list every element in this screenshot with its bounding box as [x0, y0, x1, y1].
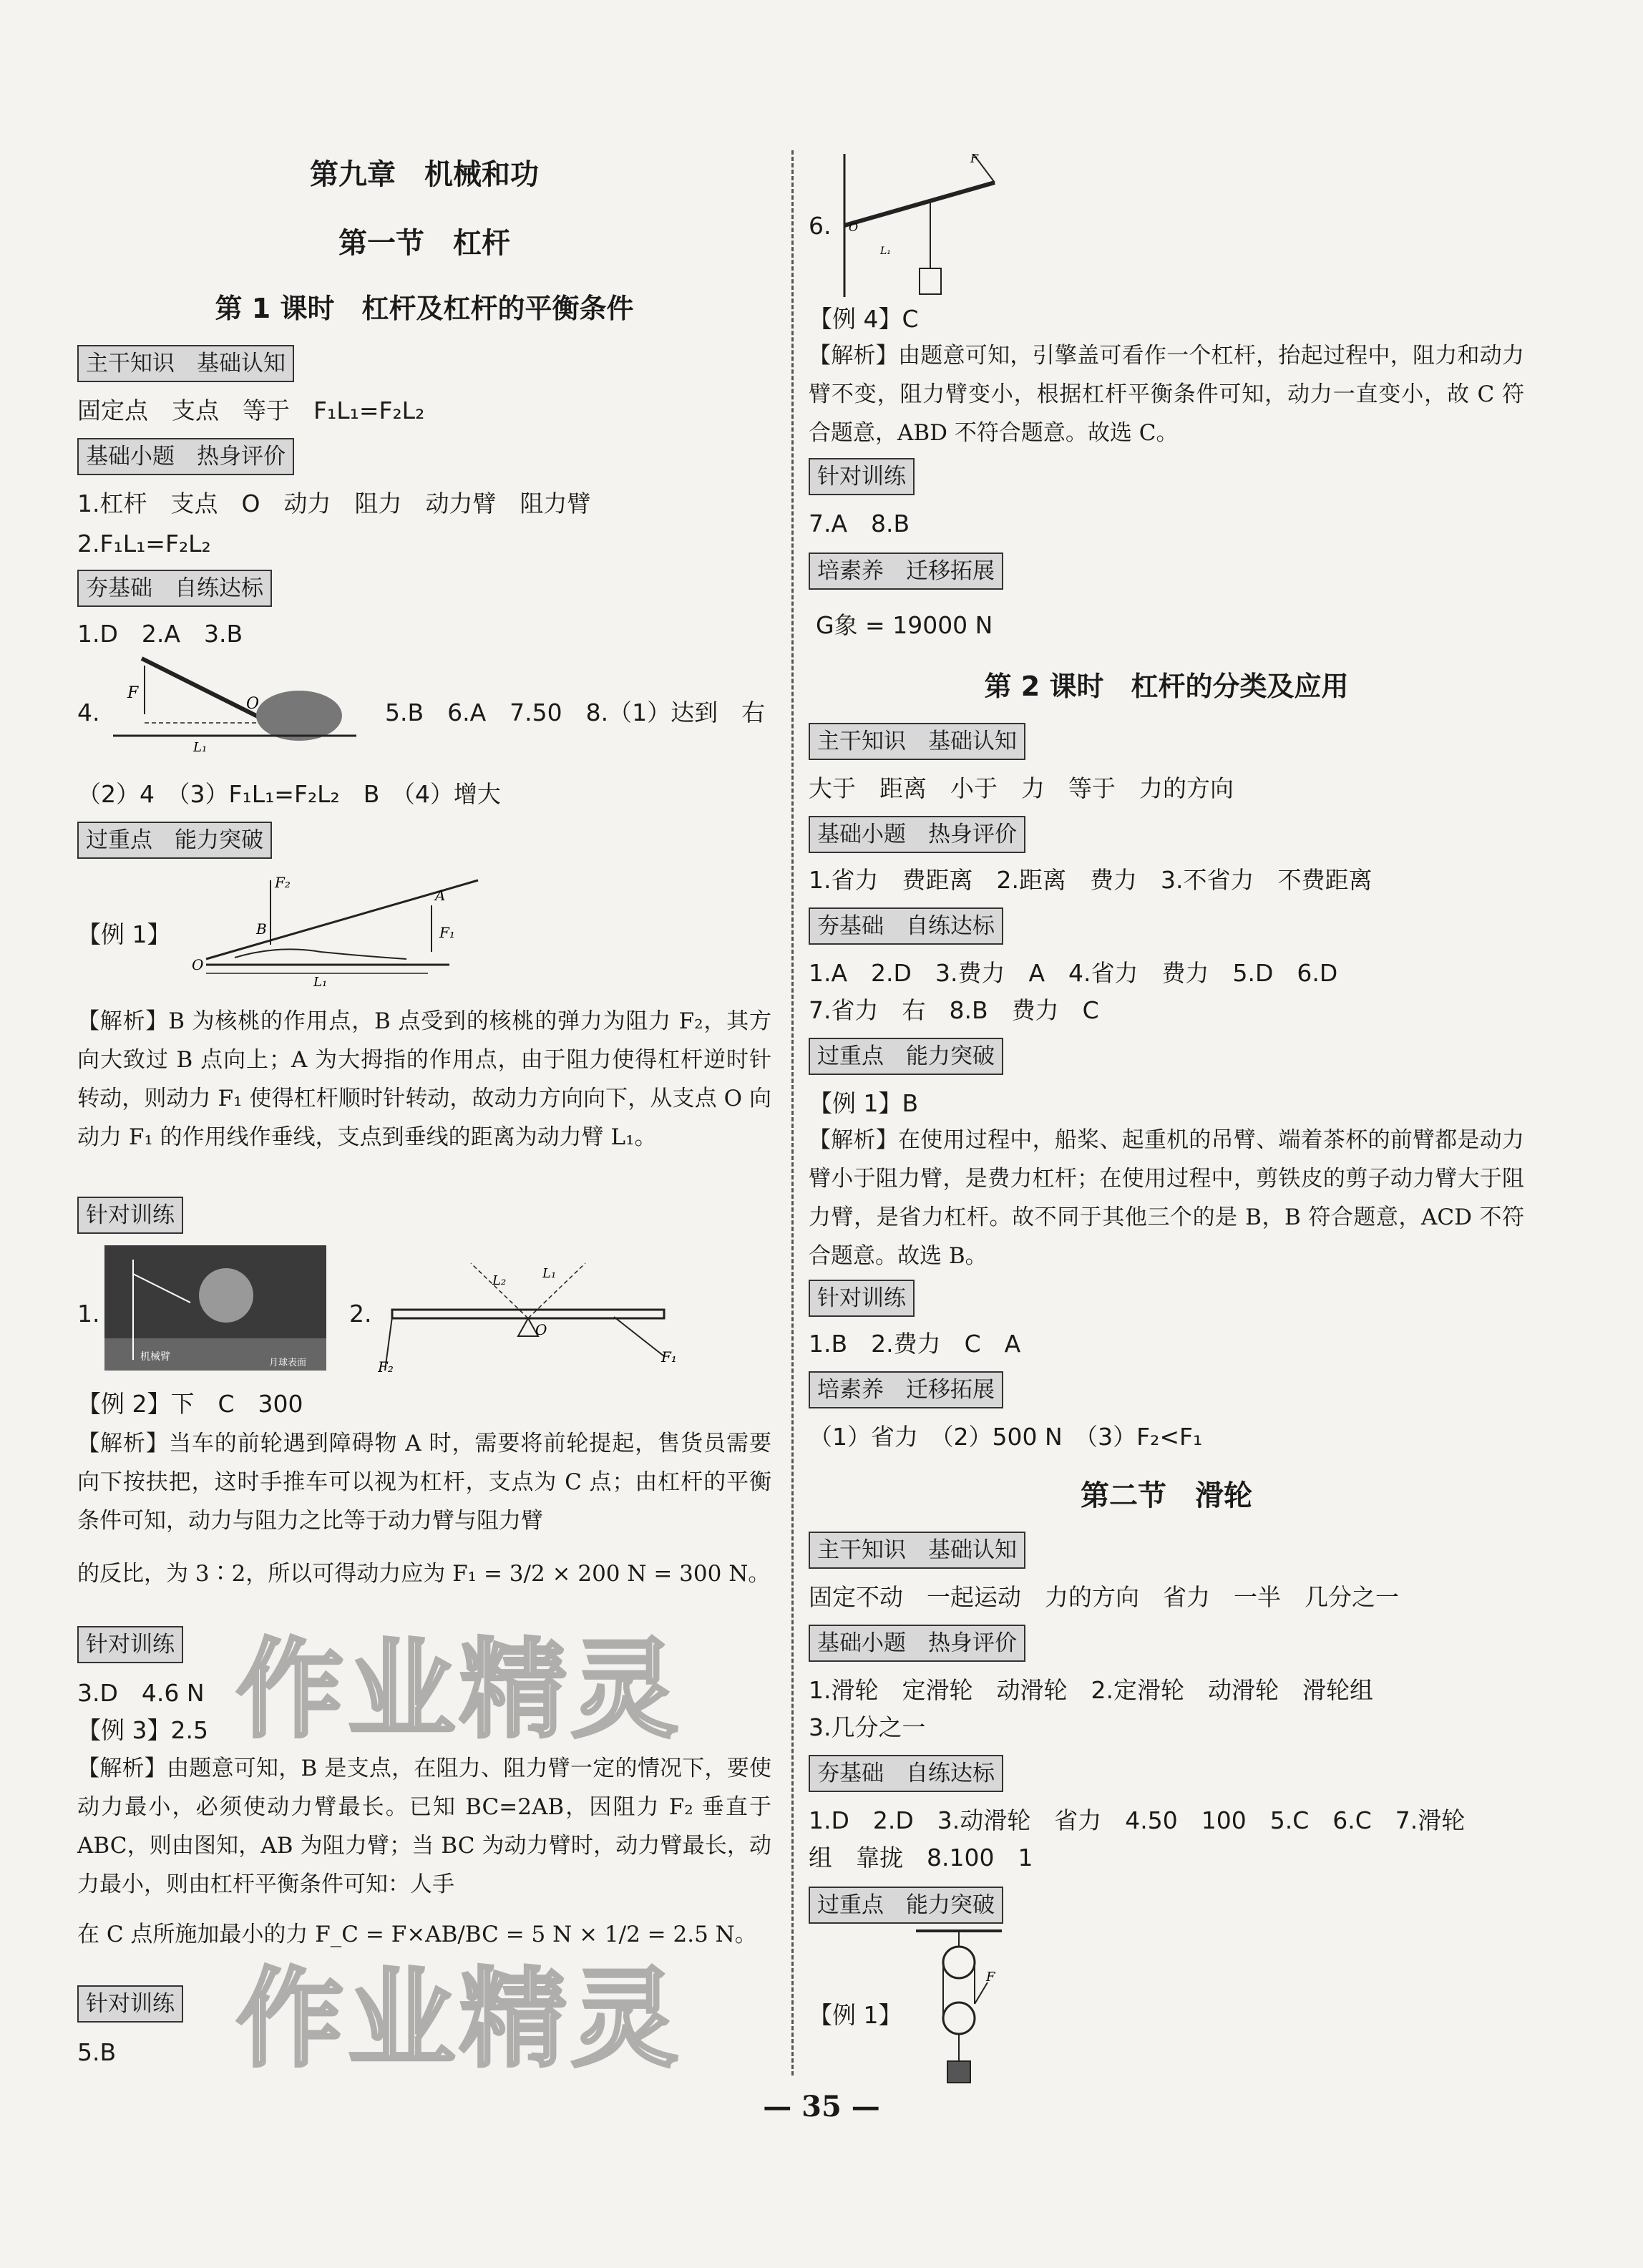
answer-line: 7.A 8.B	[809, 510, 910, 537]
answer-line: 固定不动 一起运动 力的方向 省力 一半 几分之一	[809, 1583, 1399, 1611]
section-label-zhendui: 针对训练	[809, 1280, 915, 1317]
svg-text:F: F	[970, 154, 979, 165]
answer-line: 1.杠杆 支点 O 动力 阻力 动力臂 阻力臂	[77, 490, 591, 517]
answer-line: 1.D 2.D 3.动滑轮 省力 4.50 100 5.C 6.C 7.滑轮	[809, 1806, 1466, 1834]
answer-line: 5.B 6.A 7.50 8.（1）达到 右	[385, 699, 766, 726]
section-label-zhendui: 针对训练	[809, 458, 915, 495]
example-label: 【例 1】	[77, 920, 171, 948]
analysis-paragraph: 【解析】在使用过程中，船桨、起重机的吊臂、端着茶杯的前臂都是动力臂小于阻力臂，是费力杠杆；在使用过程中，剪铁皮的剪子动力臂大于阻力臂，是省力杠杆。故不同于其他三个的是 B，B 符合题意，ACD 不符合题意。故选 B。	[809, 1127, 1524, 1269]
lunar-arm-photo	[104, 1245, 326, 1371]
answer-line: G象 = 19000 N	[816, 611, 993, 639]
answer-line: 1.滑轮 定滑轮 动滑轮 2.定滑轮 动滑轮 滑轮组	[809, 1676, 1373, 1704]
column-divider	[791, 150, 794, 2075]
section-label-duo: 夯基础 自练达标	[809, 1755, 1003, 1792]
section-label-zhugan: 主干知识 基础认知	[809, 723, 1025, 760]
svg-text:月球表面: 月球表面	[269, 1358, 307, 1368]
answer-line: （2）4 （3）F₁L₁=F₂L₂ B （4）增大	[77, 780, 501, 808]
question-number: 4.	[77, 699, 100, 726]
answer-line: 3.几分之一	[809, 1713, 926, 1741]
section-title: 第二节 滑轮	[1081, 1479, 1252, 1512]
svg-text:机械臂: 机械臂	[140, 1351, 170, 1363]
nutcracker-figure	[192, 866, 492, 988]
answer-line: 3.D 4.6 N	[77, 1679, 205, 1707]
section-label-guo: 过重点 能力突破	[77, 822, 272, 859]
lesson-title: 第 2 课时 杠杆的分类及应用	[984, 671, 1349, 702]
analysis-paragraph: 【解析】由题意可知，引擎盖可看作一个杠杆，抬起过程中，阻力和动力臂不变，阻力臂变小，根据杠杆平衡条件可知，动力一直变小，故 C 符合题意，ABD 不符合题意。故选 C。	[809, 343, 1524, 446]
answer-line: 1.D 2.A 3.B	[77, 620, 243, 648]
svg-text:O: O	[192, 956, 204, 973]
example-label: 【例 2】下 C 300	[77, 1390, 303, 1418]
answer-line: 大于 距离 小于 力 等于 力的方向	[809, 774, 1234, 802]
hinged-lever-figure	[830, 154, 1045, 304]
section-label-peisu: 培素养 迁移拓展	[809, 553, 1003, 590]
svg-text:B: B	[256, 920, 267, 938]
section-label-guo: 过重点 能力突破	[809, 1887, 1003, 1924]
page-number: — 35 —	[763, 2090, 880, 2123]
answer-line: 5.B	[77, 2038, 117, 2066]
answer-line: 2.F₁L₁=F₂L₂	[77, 530, 211, 558]
svg-text:L₁: L₁	[313, 975, 328, 988]
answer-line: 1.B 2.费力 C A	[809, 1330, 1021, 1358]
formula-line: 的反比，为 3∶2，所以可得动力应为 F₁ = 3/2 × 200 N = 300 N。	[77, 1561, 771, 1587]
section-label-duo: 夯基础 自练达标	[809, 907, 1003, 945]
svg-text:L₁: L₁	[193, 740, 208, 755]
section-title: 第一节 杠杆	[338, 226, 510, 260]
section-label-zhugan: 主干知识 基础认知	[77, 345, 294, 382]
section-label-jichu: 基础小题 热身评价	[809, 816, 1025, 853]
question-number: 1.	[77, 1300, 100, 1328]
example-label: 【例 4】C	[809, 305, 919, 333]
answer-line: 7.省力 右 8.B 费力 C	[809, 996, 1099, 1024]
chapter-title: 第九章 机械和功	[310, 157, 539, 191]
svg-text:L₁: L₁	[542, 1266, 557, 1281]
answer-line: 1.A 2.D 3.费力 A 4.省力 费力 5.D 6.D	[809, 959, 1338, 987]
svg-text:F₂: F₂	[378, 1358, 394, 1376]
svg-text:F: F	[127, 684, 139, 702]
section-label-jichu: 基础小题 热身评价	[809, 1625, 1025, 1662]
section-label-guo: 过重点 能力突破	[809, 1038, 1003, 1075]
answer-line: 固定点 支点 等于 F₁L₁=F₂L₂	[77, 396, 425, 424]
answer-line: 1.省力 费距离 2.距离 费力 3.不省力 不费距离	[809, 866, 1373, 894]
svg-text:F₁: F₁	[439, 924, 455, 941]
lesson-title: 第 1 课时 杠杆及杠杆的平衡条件	[215, 293, 634, 324]
example-label: 【例 1】	[809, 2001, 902, 2029]
pulley-figure	[909, 1925, 1009, 2090]
section-label-zhugan: 主干知识 基础认知	[809, 1532, 1025, 1569]
example-label: 【例 1】B	[809, 1089, 919, 1117]
svg-text:F₂: F₂	[275, 874, 291, 891]
svg-text:A: A	[435, 887, 446, 904]
svg-text:F₁: F₁	[661, 1348, 677, 1366]
section-label-zhendui: 针对训练	[77, 1985, 183, 2023]
svg-text:O: O	[535, 1321, 547, 1338]
analysis-paragraph: 【解析】B 为核桃的作用点，B 点受到的核桃的弹力为阻力 F₂，其方向大致过 B 点向上；A 为大拇指的作用点，由于阻力使得杠杆逆时针转动，则动力 F₁ 使得杠杆顺时针转动，故动力方向向下，从支点 O 向动力 F₁ 的作用线作垂线，支点到垂线的距离为动力臂 L₁。	[77, 1008, 771, 1150]
svg-text:O: O	[849, 220, 859, 234]
answer-line: （1）省力 （2）500 N （3）F₂<F₁	[809, 1423, 1203, 1451]
analysis-paragraph: 【解析】当车的前轮遇到障碍物 A 时，需要将前轮提起，售货员需要向下按扶把，这时手推车可以视为杠杆，支点为 C 点；由杠杆的平衡条件可知，动力与阻力之比等于动力臂与阻力臂	[77, 1431, 771, 1534]
question-number: 2.	[349, 1300, 372, 1328]
svg-text:O: O	[246, 695, 260, 713]
example-label: 【例 3】2.5	[77, 1716, 208, 1744]
answer-line: 组 靠拢 8.100 1	[809, 1844, 1033, 1872]
section-label-peisu: 培素养 迁移拓展	[809, 1371, 1003, 1408]
svg-text:F: F	[986, 1970, 995, 1985]
svg-text:L₂: L₂	[492, 1273, 507, 1288]
formula-line: 在 C 点所施加最小的力 F_C = F×AB/BC = 5 N × 1/2 = 2.5 N。	[77, 1922, 757, 1947]
watermark: 作业精灵	[236, 1628, 683, 1753]
section-label-zhendui: 针对训练	[77, 1197, 183, 1234]
analysis-paragraph: 【解析】由题意可知，B 是支点，在阻力、阻力臂一定的情况下，要使动力最小，必须使动力臂最长。已知 BC=2AB，因阻力 F₂ 垂直于 ABC，则由图知，AB 为阻力臂；当 BC 为动力臂时，动力臂最长，动力最小，则由杠杆平衡条件可知：人手	[77, 1756, 771, 1897]
question-number: 6.	[809, 212, 832, 240]
lever-forces-figure	[378, 1249, 678, 1378]
lever-rock-figure	[113, 651, 378, 759]
svg-text:L₁: L₁	[880, 245, 891, 257]
section-label-zhendui: 针对训练	[77, 1626, 183, 1663]
watermark: 作业精灵	[236, 1957, 683, 2082]
section-label-duo: 夯基础 自练达标	[77, 570, 272, 607]
section-label-jichu: 基础小题 热身评价	[77, 438, 294, 475]
